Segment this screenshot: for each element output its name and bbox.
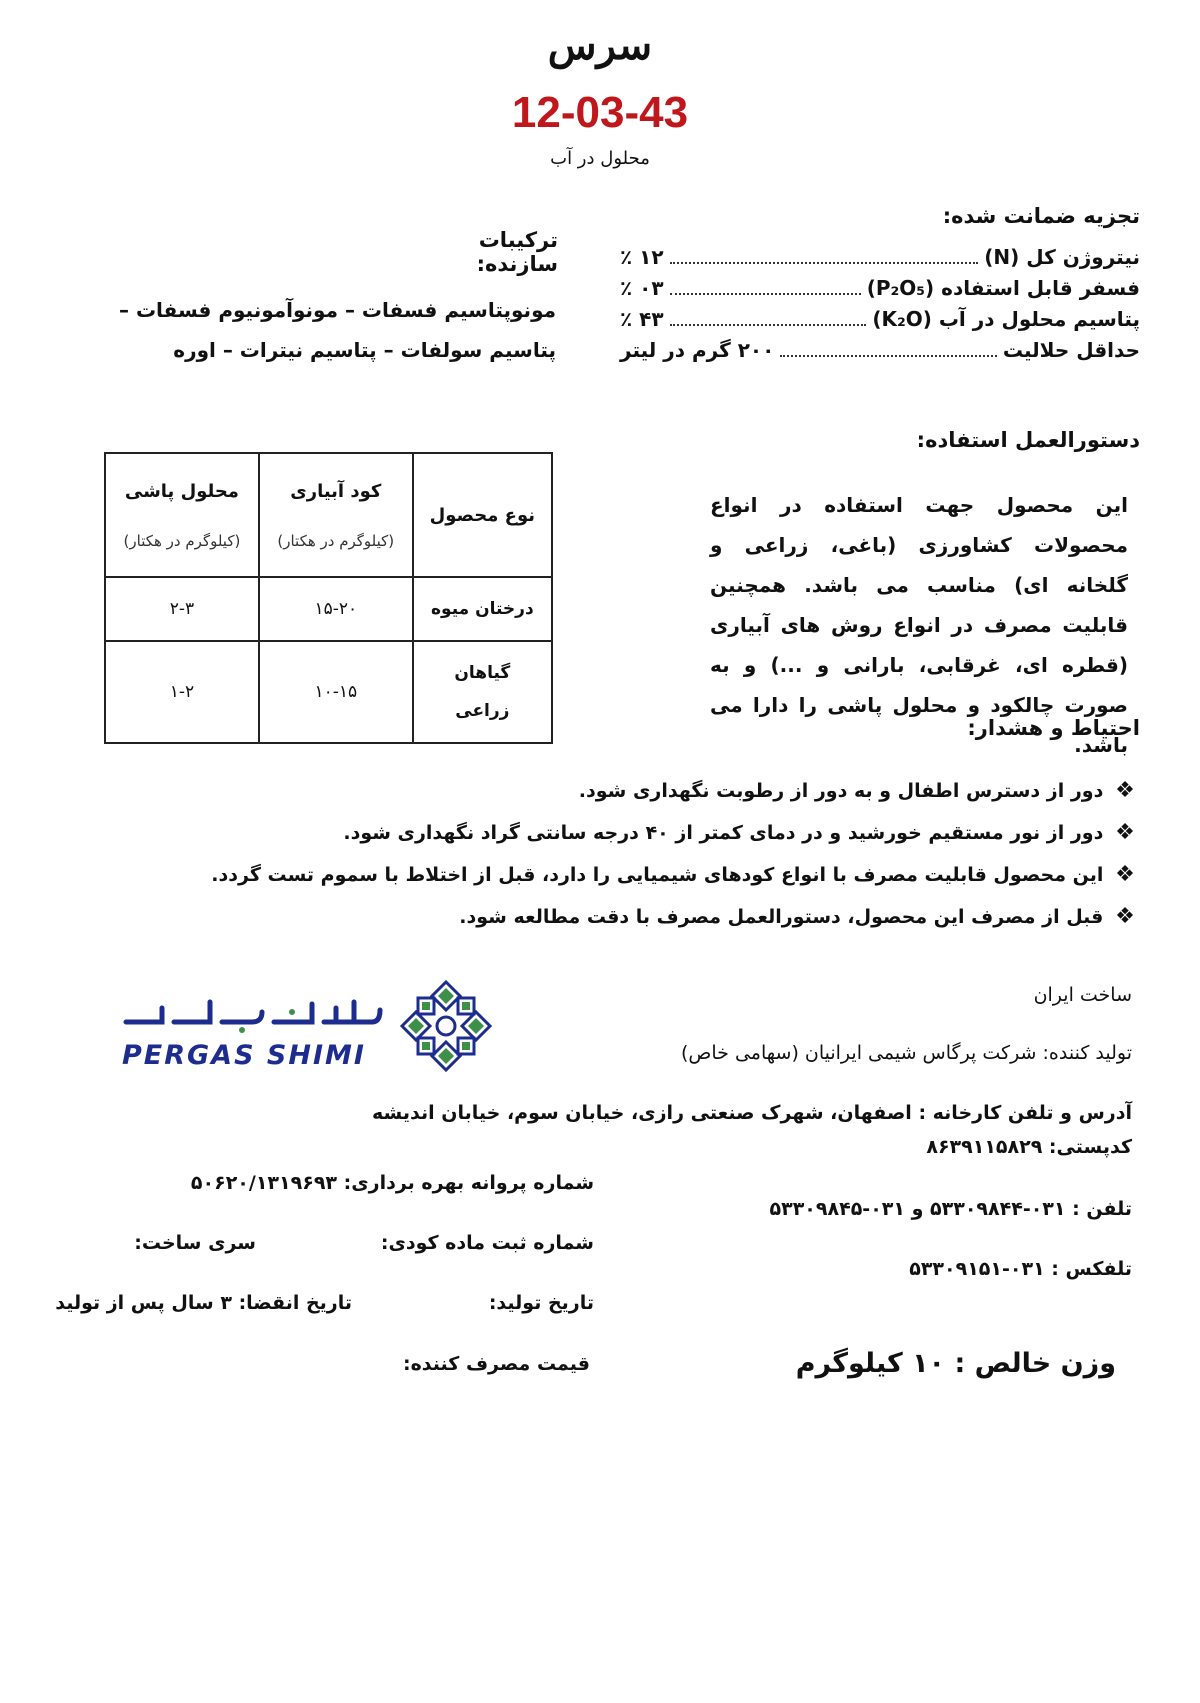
- fax-number: تلفکس : ۰۳۱-۵۳۳۰۹۱۵۱: [909, 1258, 1132, 1280]
- header-product-type: نوع محصول: [413, 453, 552, 577]
- product-name: سرس: [547, 22, 653, 69]
- crop-cell: درختان میوه: [413, 577, 552, 641]
- fertigation-cell: ۱۰-۱۵: [259, 641, 413, 743]
- warnings-list: [211, 770, 1140, 938]
- diamond-bullet-icon: ❖: [1115, 778, 1135, 803]
- list-item: ❖ دور از نور مستقیم خورشید و در دمای کمتر از ۴۰ درجه سانتی گراد نگهداری شود.: [340, 812, 1140, 854]
- producer: تولید کننده: شرکت پرگاس شیمی ایرانیان (سهامی خاص): [681, 1042, 1132, 1064]
- made-in: ساخت ایران: [1033, 984, 1132, 1006]
- header-fertigation: کود آبیاری (کیلوگرم در هکتار): [259, 453, 413, 577]
- factory-address: آدرس و تلفن کارخانه : اصفهان، شهرک صنعتی رازی، خیابان سوم، خیابان اندیشه: [372, 1102, 1132, 1124]
- guaranteed-value: ۲۰۰ گرم در لیتر: [620, 338, 775, 362]
- registration-number: شماره ثبت ماده کودی:: [380, 1232, 594, 1254]
- guaranteed-row-solubility: [620, 335, 1140, 366]
- pergas-english-logotype: PERGAS SHIMI: [122, 1040, 366, 1071]
- guaranteed-row-phosphorus: [620, 273, 1140, 304]
- usage-heading: دستورالعمل استفاده:: [916, 428, 1140, 452]
- table-row: [105, 641, 552, 743]
- guaranteed-label: حداقل حلالیت: [1002, 338, 1140, 362]
- crop-cell: گیاهان زراعی: [413, 641, 552, 743]
- diamond-bullet-icon: ❖: [1115, 904, 1135, 929]
- production-series: سری ساخت:: [134, 1232, 256, 1254]
- npk-formula: 12-03-43: [511, 88, 689, 137]
- guaranteed-row-nitrogen: [620, 242, 1140, 273]
- ingredients-text: مونوپتاسیم فسفات – مونوآمونیوم فسفات – پتاسیم سولفات – پتاسیم نیترات – اوره: [118, 298, 556, 362]
- expiry-date: تاریخ انقضا: ۳ سال پس از تولید: [55, 1292, 352, 1314]
- foliar-cell: ۲-۳: [105, 577, 259, 641]
- guaranteed-label: نیتروژن کل (N): [984, 245, 1140, 269]
- guaranteed-value: ۱۲ ٪: [620, 245, 664, 269]
- guaranteed-label: فسفر قابل استفاده (P₂O₅): [866, 276, 1140, 300]
- header-unit: (کیلوگرم در هکتار): [123, 531, 241, 550]
- guaranteed-value: ۰۳ ٪: [620, 276, 664, 300]
- guaranteed-analysis-heading: تجزیه ضمانت شده:: [942, 204, 1140, 228]
- consumer-price: قیمت مصرف کننده:: [402, 1353, 590, 1375]
- operation-permit: شماره پروانه بهره برداری: ۵۰۶۲۰/۱۳۱۹۶۹۳: [190, 1172, 594, 1194]
- table-header-row: [105, 453, 552, 577]
- net-weight: وزن خالص : ۱۰ کیلوگرم: [795, 1348, 1116, 1379]
- dot-leader: [670, 304, 867, 326]
- pergas-persian-logotype: [122, 992, 384, 1034]
- ingredients-heading: ترکیبات سازنده:: [476, 228, 558, 276]
- guaranteed-analysis-list: [620, 242, 1140, 366]
- dot-leader: [670, 242, 979, 264]
- warnings-heading: احتیاط و هشدار:: [967, 716, 1140, 740]
- postal-code: کدپستی: ۸۶۳۹۱۱۵۸۲۹: [926, 1136, 1132, 1158]
- product-subtitle: محلول در آب: [550, 148, 650, 169]
- dosage-table: [104, 452, 553, 744]
- list-item: ❖ این محصول قابلیت مصرف با انواع کودهای شیمیایی را دارد، قبل از اختلاط با سموم تست گردد.: [340, 854, 1140, 896]
- dot-leader: [780, 335, 997, 357]
- guaranteed-row-potassium: [620, 304, 1140, 335]
- diamond-bullet-icon: ❖: [1115, 820, 1135, 845]
- phone-numbers: تلفن : ۰۳۱-۵۳۳۰۹۸۴۴ و ۰۳۱-۵۳۳۰۹۸۴۵: [769, 1198, 1132, 1220]
- guaranteed-label: پتاسیم محلول در آب (K₂O): [872, 307, 1140, 331]
- table-row: [105, 577, 552, 641]
- header-unit: (کیلوگرم در هکتار): [277, 531, 395, 550]
- list-item: ❖ دور از دسترس اطفال و به دور از رطوبت نگهداری شود.: [340, 770, 1140, 812]
- pergas-logo-icon: [398, 978, 494, 1074]
- foliar-cell: ۱-۲: [105, 641, 259, 743]
- diamond-bullet-icon: ❖: [1115, 862, 1135, 887]
- fertigation-cell: ۱۵-۲۰: [259, 577, 413, 641]
- production-date: تاریخ تولید:: [488, 1292, 594, 1314]
- list-item: ❖ قبل از مصرف این محصول، دستورالعمل مصرف با دقت مطالعه شود.: [340, 896, 1140, 938]
- usage-text: این محصول جهت استفاده در انواع محصولات کشاورزی (باغی، زراعی و گلخانه ای) مناسب می باشد. همچنین قابلیت مصرف در انواع روش های آبیاری (قطره ای، غرقابی، بارانی و ...) و به صورت چالکود و محلول پاشی را دارا می باشد.: [710, 493, 1128, 757]
- header-foliar: محلول پاشی (کیلوگرم در هکتار): [105, 453, 259, 577]
- guaranteed-value: ۴۳ ٪: [620, 307, 664, 331]
- dot-leader: [670, 273, 861, 295]
